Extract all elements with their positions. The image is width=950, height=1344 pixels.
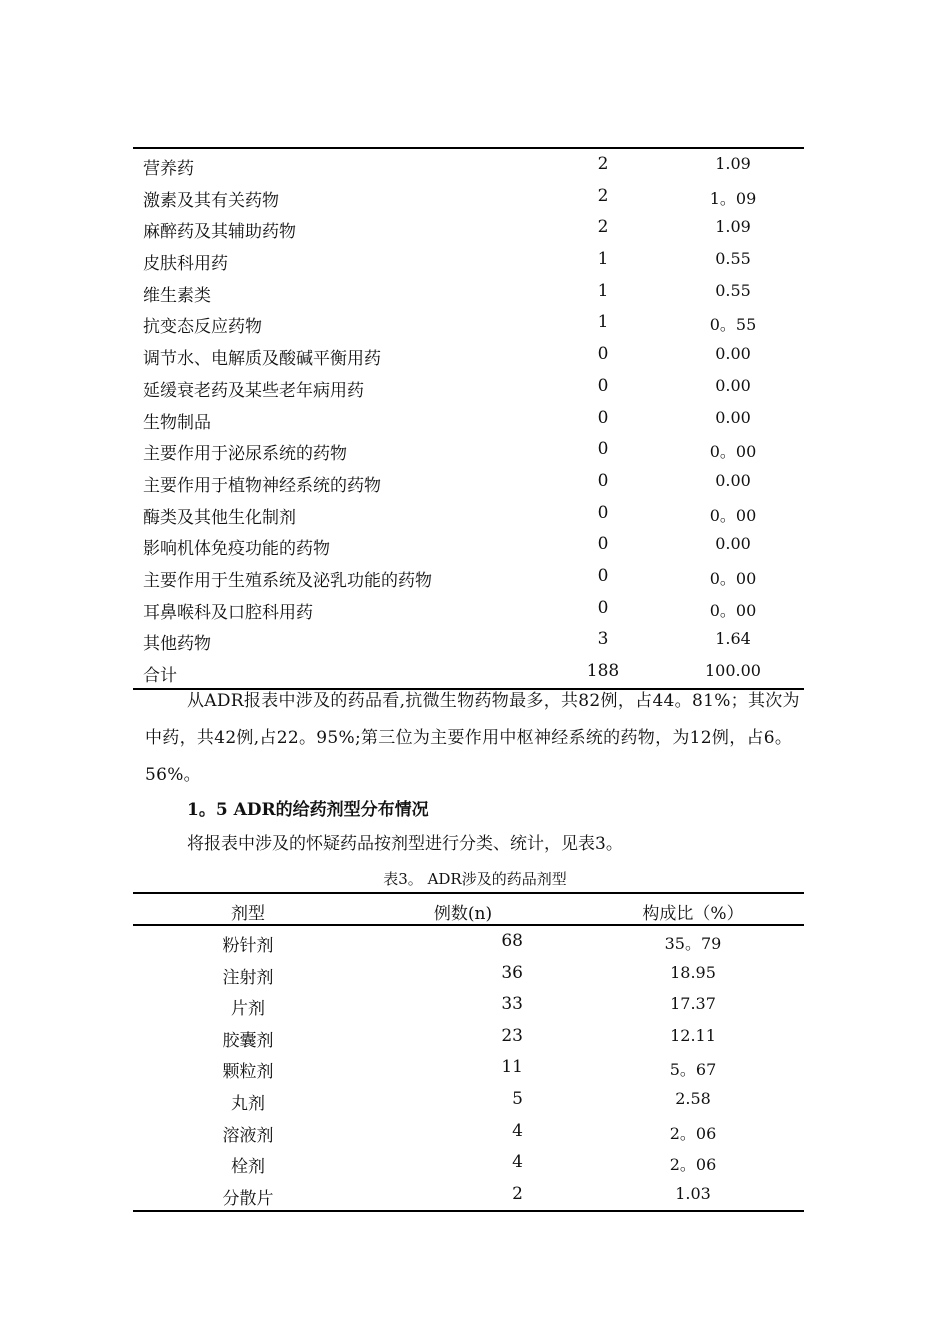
cell-count: 11 [501, 1057, 523, 1078]
table-row [133, 212, 804, 244]
cell-percent: 1.03 [675, 1183, 711, 1203]
cell-drug-class: 酶类及其他生化制剂 [143, 507, 296, 528]
cell-drug-class: 生物制品 [143, 412, 211, 433]
table-row [133, 529, 804, 561]
cell-count: 33 [501, 994, 523, 1015]
cell-count: 0 [597, 470, 609, 491]
cell-drug-class: 主要作用于植物神经系统的药物 [143, 475, 381, 496]
cell-count: 0 [597, 407, 609, 428]
table-row [133, 149, 804, 181]
cell-dosage-form: 片剂 [231, 999, 265, 1020]
cell-count: 4 [512, 1120, 523, 1141]
cell-drug-class: 麻醉药及其辅助药物 [143, 222, 296, 243]
cell-drug-class: 调节水、电解质及酸碱平衡用药 [143, 349, 381, 370]
cell-count: 5 [512, 1088, 523, 1109]
table-row [133, 181, 804, 213]
cell-percent: 0。00 [709, 568, 757, 588]
cell-percent: 0.00 [715, 375, 751, 395]
cell-drug-class: 主要作用于泌尿系统的药物 [143, 444, 347, 465]
table-row [133, 339, 804, 371]
cell-percent: 0。55 [709, 315, 757, 335]
cell-percent: 2.58 [675, 1088, 711, 1108]
cell-count: 1 [597, 280, 609, 301]
table-row [133, 593, 804, 625]
table-row [133, 1021, 804, 1053]
cell-count: 23 [501, 1025, 523, 1046]
cell-count: 1 [597, 249, 609, 270]
cell-percent: 2。06 [669, 1123, 717, 1143]
cell-percent: 2。06 [669, 1155, 717, 1175]
cell-percent: 100.00 [705, 661, 761, 680]
cell-count: 3 [597, 629, 609, 650]
header-pct: 构成比（%） [642, 904, 744, 924]
cell-percent: 0.00 [715, 344, 751, 364]
cell-percent: 0。00 [709, 505, 757, 525]
cell-drug-class: 抗变态反应药物 [143, 317, 262, 338]
cell-percent: 17.37 [670, 994, 716, 1014]
cell-count: 0 [597, 502, 609, 523]
cell-percent: 1。09 [709, 188, 757, 208]
cell-count: 68 [501, 931, 523, 951]
cell-count: 4 [512, 1152, 523, 1173]
cell-drug-class: 主要作用于生殖系统及泌乳功能的药物 [143, 570, 432, 591]
cell-dosage-form: 分散片 [222, 1188, 274, 1209]
cell-percent: 0.55 [715, 280, 751, 300]
cell-percent: 0。00 [709, 600, 757, 620]
table3-caption: 表3。 ADR涉及的药品剂型 [383, 870, 567, 888]
table-row [133, 561, 804, 593]
cell-drug-class: 皮肤科用药 [143, 254, 228, 275]
cell-dosage-form: 胶囊剂 [222, 1030, 274, 1051]
cell-drug-class: 其他药物 [143, 634, 211, 655]
cell-count: 2 [597, 217, 609, 238]
paragraph-drug-summary: 从ADR报表中涉及的药品看,抗微生物药物最多，共82例，占44。81%；其次为中药，共42例,占22。95%;第三位为主要作用中枢神经系统的药物，为12例，占6。56%。 [145, 691, 800, 785]
drug-class-table [133, 147, 804, 690]
cell-percent: 35。79 [664, 934, 722, 953]
cell-count: 0 [597, 597, 609, 618]
cell-count: 0 [597, 565, 609, 586]
table-row [133, 1052, 804, 1084]
cell-drug-class: 激素及其有关药物 [143, 190, 279, 211]
cell-dosage-form: 注射剂 [222, 967, 274, 988]
paragraph-dosage-intro: 将报表中涉及的怀疑药品按剂型进行分类、统计，见表3。 [187, 834, 623, 854]
table-row [133, 958, 804, 990]
cell-dosage-form: 溶液剂 [222, 1125, 274, 1146]
cell-dosage-form: 颗粒剂 [222, 1062, 274, 1083]
dosage-form-table [133, 892, 804, 1212]
table-row [133, 926, 804, 958]
cell-count: 0 [597, 344, 609, 365]
cell-dosage-form: 粉针剂 [222, 936, 274, 956]
table-row [133, 434, 804, 466]
table-row [133, 1084, 804, 1116]
cell-dosage-form: 丸剂 [231, 1093, 265, 1114]
table-header-row [133, 894, 804, 926]
cell-drug-class: 营养药 [143, 159, 194, 179]
table-row [133, 1179, 804, 1211]
cell-count: 36 [501, 962, 523, 983]
table-row [133, 307, 804, 339]
table-row [133, 1116, 804, 1148]
section-heading: 1。5 ADR的给药剂型分布情况 [187, 800, 429, 820]
cell-percent: 0.00 [715, 470, 751, 490]
table-row [133, 403, 804, 435]
cell-drug-class: 影响机体免疫功能的药物 [143, 539, 330, 560]
header-form: 剂型 [231, 904, 265, 924]
cell-percent: 0.55 [715, 249, 751, 269]
cell-count: 0 [597, 534, 609, 555]
cell-percent: 18.95 [670, 962, 716, 982]
cell-count: 1 [597, 312, 609, 333]
cell-drug-class: 延缓衰老药及某些老年病用药 [143, 380, 364, 401]
cell-count: 0 [597, 439, 609, 460]
cell-percent: 1.64 [715, 629, 751, 649]
cell-dosage-form: 栓剂 [231, 1157, 265, 1178]
cell-count: 188 [586, 661, 620, 681]
table-row [133, 1147, 804, 1179]
table-row [133, 371, 804, 403]
cell-percent: 12.11 [670, 1025, 716, 1045]
header-count: 例数(n) [433, 904, 493, 924]
cell-percent: 0。00 [709, 442, 757, 462]
cell-percent: 1.09 [715, 154, 751, 173]
table-row [133, 624, 804, 656]
cell-drug-class: 合计 [143, 666, 177, 686]
cell-drug-class: 耳鼻喉科及口腔科用药 [143, 602, 313, 623]
cell-percent: 0.00 [715, 407, 751, 427]
cell-percent: 1.09 [715, 217, 751, 237]
cell-count: 2 [597, 185, 609, 206]
cell-drug-class: 维生素类 [143, 285, 211, 306]
table-row [133, 244, 804, 276]
cell-percent: 0.00 [715, 534, 751, 554]
cell-count: 0 [597, 375, 609, 396]
table-row [133, 466, 804, 498]
table-row [133, 498, 804, 530]
table-row [133, 276, 804, 308]
table-row [133, 989, 804, 1021]
cell-percent: 5。67 [669, 1060, 717, 1080]
cell-count: 2 [597, 154, 609, 174]
cell-count: 2 [512, 1183, 523, 1204]
